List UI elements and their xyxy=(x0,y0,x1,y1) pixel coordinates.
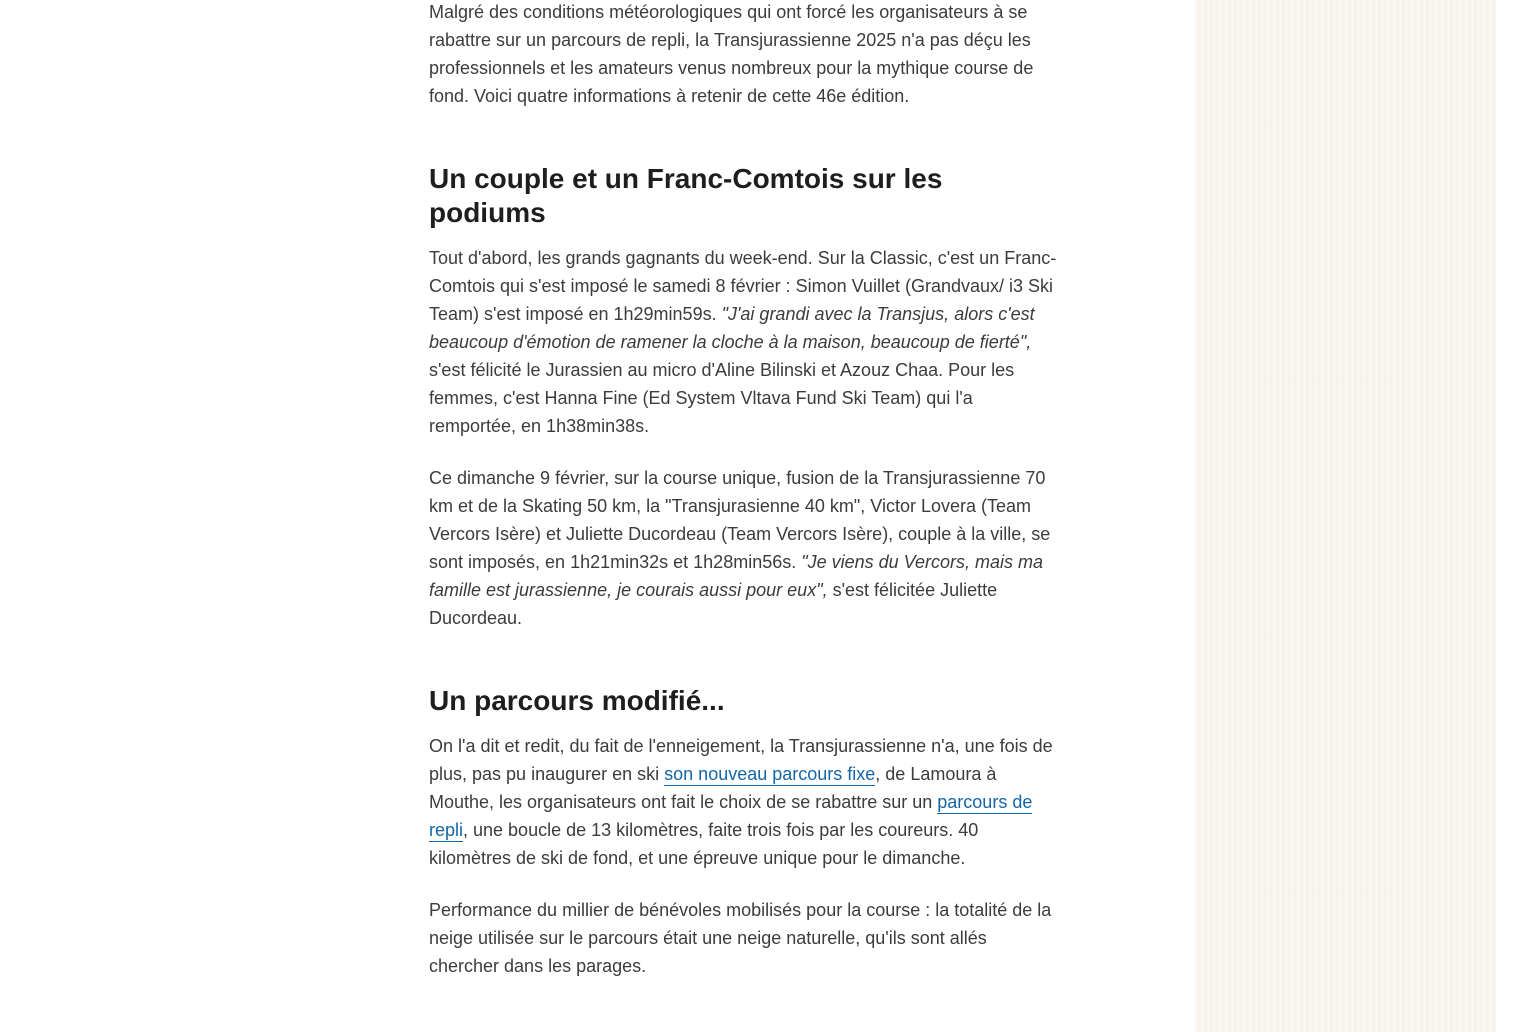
paragraph-text: , une boucle de 13 kilomètres, faite trois fois par les coureurs. 40 kilomètres de ski de fond, et une épreuve unique pour le dimanche. xyxy=(429,820,979,868)
paragraph-modified-course xyxy=(429,732,1061,872)
paragraph-text: Tout d'abord, les grands gagnants du week-end. Sur la Classic, c'est un Franc-Comtois qui s'est imposé le samedi 8 février : Simon Vuillet (Grandvaux/ i3 Ski Team) s'est imposé en 1h29min59s. xyxy=(429,248,1057,324)
paragraph-text: On l'a dit et redit, du fait de l'enneigement, la Transjurassienne n'a, une fois de plus, pas pu inaugurer en ski xyxy=(429,736,1053,784)
article-intro: Malgré des conditions météorologiques qui ont forcé les organisateurs à se rabattre sur un parcours de repli, la Transjurassienne 2025 n'a pas déçu les professionnels et les amateurs venus nombreux pour la mythique course de fond. Voici quatre informations à retenir de cette 46e édition. xyxy=(429,2,1034,106)
paragraph-volunteers: Performance du millier de bénévoles mobilisés pour la course : la totalité de la neige utilisée sur le parcours était une neige naturelle, qu'ils sont allés chercher dans les parages. xyxy=(429,900,1052,976)
section-heading-podiums: Un couple et un Franc-Comtois sur les podiums xyxy=(429,163,943,228)
paragraph-text: Ce dimanche 9 février, sur la course unique, fusion de la Transjurassienne 70 km et de la Skating 50 km, la "Transjurasienne 40 km", Victor Lovera (Team Vercors Isère) et Juliette Ducordeau (Team Vercors Isère), couple à la ville, se sont imposés, en 1h21min32s et 1h28min56s. xyxy=(429,468,1051,572)
right-sidebar-panel xyxy=(1195,0,1496,1032)
article-body xyxy=(429,0,1061,980)
quote-simon-vuillet: "J'ai grandi avec la Transjus, alors c'est beaucoup d'émotion de ramener la cloche à la maison, beaucoup de fierté", xyxy=(429,304,1035,352)
link-parcours-de-repli[interactable]: parcours de repli xyxy=(429,792,1033,840)
paragraph-text: , de Lamoura à Mouthe, les organisateurs ont fait le choix de se rabattre sur un xyxy=(429,764,997,812)
section-heading-parcours: Un parcours modifié... xyxy=(429,685,725,716)
paragraph-classic-winners xyxy=(429,244,1061,440)
quote-juliette-ducordeau: "Je viens du Vercors, mais ma famille est jurassienne, je courais aussi pour eux", xyxy=(429,552,1044,600)
paragraph-sunday-winners xyxy=(429,464,1061,632)
link-nouveau-parcours-fixe[interactable]: son nouveau parcours fixe xyxy=(664,764,876,784)
paragraph-text: s'est félicité le Jurassien au micro d'Aline Bilinski et Azouz Chaa. Pour les femmes, c'est Hanna Fine (Ed System Vltava Fund Ski Team) qui l'a remportée, en 1h38min38s. xyxy=(429,360,1015,436)
paragraph-text: s'est félicitée Juliette Ducordeau. xyxy=(429,580,998,628)
